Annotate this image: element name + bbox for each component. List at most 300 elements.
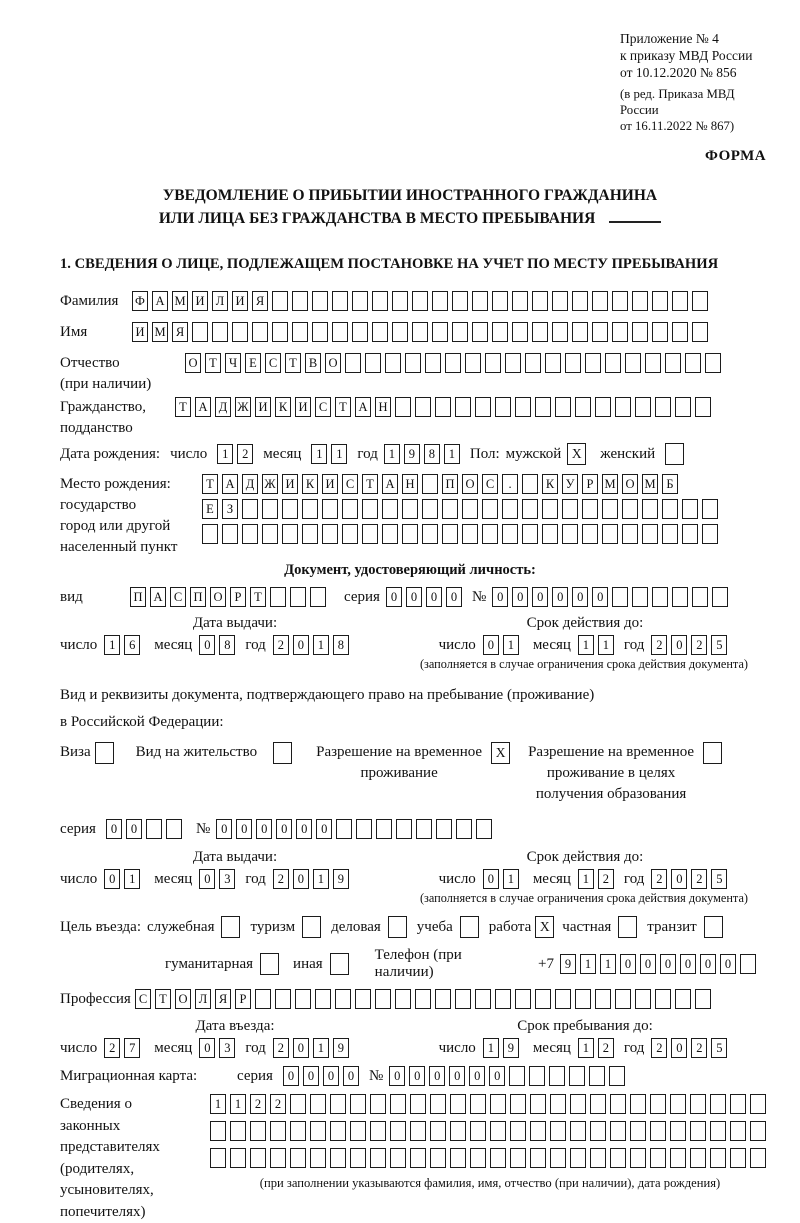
char-cell[interactable] bbox=[615, 397, 631, 417]
char-cell[interactable]: 0 bbox=[660, 954, 676, 974]
char-cell[interactable] bbox=[402, 524, 418, 544]
char-cell[interactable]: 5 bbox=[711, 1038, 727, 1058]
char-cell[interactable] bbox=[270, 1121, 286, 1141]
char-cell[interactable] bbox=[430, 1148, 446, 1168]
char-cell[interactable]: П bbox=[442, 474, 458, 494]
char-cell[interactable] bbox=[750, 1094, 766, 1114]
char-cell[interactable]: Т bbox=[155, 989, 171, 1009]
char-cell[interactable] bbox=[450, 1094, 466, 1114]
char-cell[interactable] bbox=[312, 291, 328, 311]
char-cell[interactable]: 9 bbox=[560, 954, 576, 974]
char-cell[interactable] bbox=[295, 989, 311, 1009]
char-cell[interactable]: 0 bbox=[426, 587, 442, 607]
char-cell[interactable]: 2 bbox=[691, 635, 707, 655]
char-cell[interactable]: Д bbox=[242, 474, 258, 494]
char-cell[interactable] bbox=[522, 499, 538, 519]
char-cell[interactable] bbox=[730, 1121, 746, 1141]
sex-female-checkbox[interactable] bbox=[665, 443, 684, 465]
char-cell[interactable]: 8 bbox=[424, 444, 440, 464]
char-cell[interactable] bbox=[395, 397, 411, 417]
char-cell[interactable]: 1 bbox=[578, 1038, 594, 1058]
char-cell[interactable] bbox=[650, 1094, 666, 1114]
char-cell[interactable]: Л bbox=[195, 989, 211, 1009]
char-cell[interactable]: 9 bbox=[333, 869, 349, 889]
char-cell[interactable]: 2 bbox=[691, 869, 707, 889]
char-cell[interactable] bbox=[385, 353, 401, 373]
char-cell[interactable] bbox=[565, 353, 581, 373]
char-cell[interactable]: 2 bbox=[598, 1038, 614, 1058]
char-cell[interactable] bbox=[535, 397, 551, 417]
char-cell[interactable] bbox=[652, 291, 668, 311]
char-cell[interactable] bbox=[740, 954, 756, 974]
char-cell[interactable] bbox=[475, 989, 491, 1009]
char-cell[interactable]: 0 bbox=[386, 587, 402, 607]
char-cell[interactable] bbox=[569, 1066, 585, 1086]
char-cell[interactable] bbox=[292, 322, 308, 342]
char-cell[interactable] bbox=[670, 1148, 686, 1168]
char-cell[interactable] bbox=[212, 322, 228, 342]
char-cell[interactable] bbox=[622, 499, 638, 519]
char-cell[interactable]: 0 bbox=[323, 1066, 339, 1086]
char-cell[interactable]: 0 bbox=[449, 1066, 465, 1086]
char-cell[interactable] bbox=[670, 1094, 686, 1114]
char-cell[interactable] bbox=[675, 397, 691, 417]
char-cell[interactable]: 1 bbox=[444, 444, 460, 464]
char-cell[interactable]: И bbox=[295, 397, 311, 417]
char-cell[interactable] bbox=[242, 499, 258, 519]
char-cell[interactable] bbox=[512, 291, 528, 311]
char-cell[interactable]: 1 bbox=[217, 444, 233, 464]
char-cell[interactable] bbox=[345, 353, 361, 373]
char-cell[interactable] bbox=[462, 524, 478, 544]
char-cell[interactable] bbox=[582, 524, 598, 544]
char-cell[interactable]: 0 bbox=[199, 869, 215, 889]
char-cell[interactable] bbox=[232, 322, 248, 342]
char-cell[interactable] bbox=[370, 1121, 386, 1141]
char-cell[interactable] bbox=[465, 353, 481, 373]
char-cell[interactable] bbox=[415, 397, 431, 417]
char-cell[interactable]: 0 bbox=[296, 819, 312, 839]
char-cell[interactable] bbox=[692, 322, 708, 342]
char-cell[interactable] bbox=[372, 322, 388, 342]
char-cell[interactable]: С bbox=[135, 989, 151, 1009]
char-cell[interactable] bbox=[452, 322, 468, 342]
char-cell[interactable] bbox=[290, 1094, 306, 1114]
char-cell[interactable]: 0 bbox=[552, 587, 568, 607]
char-cell[interactable] bbox=[610, 1121, 626, 1141]
char-cell[interactable]: 0 bbox=[446, 587, 462, 607]
char-cell[interactable] bbox=[482, 499, 498, 519]
char-cell[interactable] bbox=[472, 291, 488, 311]
char-cell[interactable]: Ж bbox=[235, 397, 251, 417]
char-cell[interactable] bbox=[432, 291, 448, 311]
char-cell[interactable] bbox=[590, 1148, 606, 1168]
char-cell[interactable]: 9 bbox=[404, 444, 420, 464]
char-cell[interactable] bbox=[622, 524, 638, 544]
char-cell[interactable]: А bbox=[150, 587, 166, 607]
purpose-official-checkbox[interactable] bbox=[221, 916, 240, 938]
char-cell[interactable]: 0 bbox=[512, 587, 528, 607]
char-cell[interactable] bbox=[410, 1094, 426, 1114]
char-cell[interactable] bbox=[242, 524, 258, 544]
char-cell[interactable] bbox=[166, 819, 182, 839]
char-cell[interactable]: 0 bbox=[276, 819, 292, 839]
char-cell[interactable] bbox=[672, 322, 688, 342]
char-cell[interactable]: Я bbox=[252, 291, 268, 311]
char-cell[interactable] bbox=[549, 1066, 565, 1086]
char-cell[interactable] bbox=[402, 499, 418, 519]
char-cell[interactable]: Р bbox=[230, 587, 246, 607]
char-cell[interactable] bbox=[250, 1148, 266, 1168]
char-cell[interactable]: 2 bbox=[691, 1038, 707, 1058]
char-cell[interactable] bbox=[350, 1148, 366, 1168]
char-cell[interactable] bbox=[290, 587, 306, 607]
char-cell[interactable] bbox=[612, 291, 628, 311]
char-cell[interactable] bbox=[475, 397, 491, 417]
char-cell[interactable] bbox=[642, 499, 658, 519]
purpose-study-checkbox[interactable] bbox=[460, 916, 479, 938]
char-cell[interactable] bbox=[710, 1121, 726, 1141]
char-cell[interactable]: И bbox=[192, 291, 208, 311]
char-cell[interactable]: Т bbox=[202, 474, 218, 494]
char-cell[interactable] bbox=[662, 499, 678, 519]
char-cell[interactable]: 2 bbox=[237, 444, 253, 464]
char-cell[interactable] bbox=[146, 819, 162, 839]
char-cell[interactable] bbox=[575, 397, 591, 417]
char-cell[interactable]: 2 bbox=[651, 1038, 667, 1058]
char-cell[interactable] bbox=[210, 1121, 226, 1141]
char-cell[interactable] bbox=[485, 353, 501, 373]
char-cell[interactable] bbox=[542, 524, 558, 544]
char-cell[interactable] bbox=[482, 524, 498, 544]
char-cell[interactable]: 3 bbox=[219, 869, 235, 889]
char-cell[interactable]: А bbox=[355, 397, 371, 417]
char-cell[interactable] bbox=[290, 1148, 306, 1168]
char-cell[interactable] bbox=[610, 1148, 626, 1168]
char-cell[interactable] bbox=[302, 524, 318, 544]
char-cell[interactable] bbox=[632, 322, 648, 342]
char-cell[interactable]: 1 bbox=[503, 869, 519, 889]
char-cell[interactable]: Ч bbox=[225, 353, 241, 373]
char-cell[interactable]: 1 bbox=[598, 635, 614, 655]
char-cell[interactable] bbox=[310, 1121, 326, 1141]
char-cell[interactable]: 3 bbox=[219, 1038, 235, 1058]
char-cell[interactable] bbox=[410, 1121, 426, 1141]
char-cell[interactable] bbox=[455, 989, 471, 1009]
char-cell[interactable] bbox=[665, 353, 681, 373]
char-cell[interactable] bbox=[332, 291, 348, 311]
char-cell[interactable] bbox=[436, 819, 452, 839]
char-cell[interactable] bbox=[750, 1148, 766, 1168]
char-cell[interactable] bbox=[632, 587, 648, 607]
char-cell[interactable]: 0 bbox=[620, 954, 636, 974]
char-cell[interactable]: Р bbox=[582, 474, 598, 494]
char-cell[interactable] bbox=[590, 1094, 606, 1114]
char-cell[interactable] bbox=[505, 353, 521, 373]
char-cell[interactable] bbox=[390, 1094, 406, 1114]
char-cell[interactable] bbox=[615, 989, 631, 1009]
char-cell[interactable] bbox=[405, 353, 421, 373]
char-cell[interactable]: 9 bbox=[503, 1038, 519, 1058]
char-cell[interactable] bbox=[335, 989, 351, 1009]
residence-permit-checkbox[interactable] bbox=[273, 742, 292, 764]
char-cell[interactable] bbox=[705, 353, 721, 373]
char-cell[interactable]: 5 bbox=[711, 869, 727, 889]
char-cell[interactable] bbox=[630, 1148, 646, 1168]
char-cell[interactable]: 8 bbox=[219, 635, 235, 655]
char-cell[interactable]: М bbox=[642, 474, 658, 494]
char-cell[interactable]: 0 bbox=[483, 869, 499, 889]
char-cell[interactable] bbox=[336, 819, 352, 839]
char-cell[interactable] bbox=[592, 322, 608, 342]
char-cell[interactable] bbox=[522, 474, 538, 494]
char-cell[interactable]: В bbox=[305, 353, 321, 373]
char-cell[interactable]: А bbox=[382, 474, 398, 494]
char-cell[interactable] bbox=[582, 499, 598, 519]
char-cell[interactable] bbox=[652, 587, 668, 607]
char-cell[interactable] bbox=[532, 322, 548, 342]
char-cell[interactable] bbox=[555, 989, 571, 1009]
char-cell[interactable] bbox=[652, 322, 668, 342]
char-cell[interactable]: М bbox=[172, 291, 188, 311]
char-cell[interactable] bbox=[262, 524, 278, 544]
char-cell[interactable] bbox=[672, 291, 688, 311]
char-cell[interactable] bbox=[690, 1121, 706, 1141]
char-cell[interactable]: 0 bbox=[293, 1038, 309, 1058]
char-cell[interactable]: 7 bbox=[124, 1038, 140, 1058]
char-cell[interactable]: 0 bbox=[409, 1066, 425, 1086]
char-cell[interactable] bbox=[272, 322, 288, 342]
char-cell[interactable] bbox=[495, 989, 511, 1009]
char-cell[interactable] bbox=[352, 291, 368, 311]
char-cell[interactable]: Ф bbox=[132, 291, 148, 311]
char-cell[interactable] bbox=[262, 499, 278, 519]
char-cell[interactable]: 1 bbox=[580, 954, 596, 974]
char-cell[interactable]: 1 bbox=[313, 1038, 329, 1058]
char-cell[interactable]: 0 bbox=[700, 954, 716, 974]
char-cell[interactable] bbox=[442, 524, 458, 544]
char-cell[interactable]: К bbox=[542, 474, 558, 494]
char-cell[interactable] bbox=[550, 1121, 566, 1141]
char-cell[interactable]: М bbox=[602, 474, 618, 494]
char-cell[interactable] bbox=[610, 1094, 626, 1114]
char-cell[interactable] bbox=[682, 499, 698, 519]
char-cell[interactable] bbox=[370, 1094, 386, 1114]
char-cell[interactable] bbox=[612, 322, 628, 342]
char-cell[interactable] bbox=[635, 397, 651, 417]
char-cell[interactable]: 8 bbox=[333, 635, 349, 655]
char-cell[interactable]: 0 bbox=[406, 587, 422, 607]
char-cell[interactable] bbox=[595, 397, 611, 417]
char-cell[interactable]: 0 bbox=[483, 635, 499, 655]
char-cell[interactable] bbox=[356, 819, 372, 839]
char-cell[interactable] bbox=[572, 291, 588, 311]
char-cell[interactable]: 0 bbox=[389, 1066, 405, 1086]
char-cell[interactable]: 0 bbox=[680, 954, 696, 974]
char-cell[interactable] bbox=[670, 1121, 686, 1141]
char-cell[interactable]: И bbox=[132, 322, 148, 342]
char-cell[interactable] bbox=[570, 1148, 586, 1168]
char-cell[interactable]: 0 bbox=[671, 869, 687, 889]
char-cell[interactable]: 1 bbox=[313, 635, 329, 655]
char-cell[interactable] bbox=[450, 1121, 466, 1141]
char-cell[interactable] bbox=[250, 1121, 266, 1141]
char-cell[interactable]: Т bbox=[175, 397, 191, 417]
char-cell[interactable] bbox=[509, 1066, 525, 1086]
char-cell[interactable] bbox=[490, 1148, 506, 1168]
char-cell[interactable]: Ж bbox=[262, 474, 278, 494]
char-cell[interactable] bbox=[630, 1094, 646, 1114]
char-cell[interactable] bbox=[310, 1094, 326, 1114]
char-cell[interactable]: 1 bbox=[384, 444, 400, 464]
char-cell[interactable] bbox=[642, 524, 658, 544]
char-cell[interactable]: 1 bbox=[104, 635, 120, 655]
char-cell[interactable]: 2 bbox=[273, 869, 289, 889]
char-cell[interactable] bbox=[430, 1094, 446, 1114]
char-cell[interactable] bbox=[550, 1094, 566, 1114]
char-cell[interactable]: Я bbox=[215, 989, 231, 1009]
char-cell[interactable]: Т bbox=[250, 587, 266, 607]
char-cell[interactable] bbox=[450, 1148, 466, 1168]
char-cell[interactable] bbox=[550, 1148, 566, 1168]
char-cell[interactable]: И bbox=[232, 291, 248, 311]
char-cell[interactable] bbox=[625, 353, 641, 373]
char-cell[interactable]: 2 bbox=[651, 869, 667, 889]
char-cell[interactable]: С bbox=[482, 474, 498, 494]
char-cell[interactable] bbox=[230, 1148, 246, 1168]
char-cell[interactable] bbox=[282, 524, 298, 544]
char-cell[interactable]: 0 bbox=[489, 1066, 505, 1086]
char-cell[interactable] bbox=[290, 1121, 306, 1141]
char-cell[interactable]: 0 bbox=[640, 954, 656, 974]
char-cell[interactable] bbox=[302, 499, 318, 519]
char-cell[interactable] bbox=[382, 499, 398, 519]
char-cell[interactable]: 0 bbox=[199, 1038, 215, 1058]
char-cell[interactable] bbox=[632, 291, 648, 311]
char-cell[interactable]: О bbox=[622, 474, 638, 494]
char-cell[interactable]: 0 bbox=[671, 1038, 687, 1058]
char-cell[interactable] bbox=[342, 499, 358, 519]
char-cell[interactable]: У bbox=[562, 474, 578, 494]
char-cell[interactable]: 0 bbox=[572, 587, 588, 607]
char-cell[interactable] bbox=[365, 353, 381, 373]
char-cell[interactable] bbox=[555, 397, 571, 417]
char-cell[interactable] bbox=[375, 989, 391, 1009]
char-cell[interactable] bbox=[330, 1148, 346, 1168]
char-cell[interactable] bbox=[392, 291, 408, 311]
char-cell[interactable]: Т bbox=[205, 353, 221, 373]
char-cell[interactable] bbox=[529, 1066, 545, 1086]
char-cell[interactable]: 1 bbox=[483, 1038, 499, 1058]
char-cell[interactable]: . bbox=[502, 474, 518, 494]
char-cell[interactable]: Д bbox=[215, 397, 231, 417]
char-cell[interactable] bbox=[192, 322, 208, 342]
char-cell[interactable]: Р bbox=[235, 989, 251, 1009]
char-cell[interactable] bbox=[322, 524, 338, 544]
char-cell[interactable] bbox=[590, 1121, 606, 1141]
char-cell[interactable] bbox=[330, 1121, 346, 1141]
char-cell[interactable] bbox=[570, 1094, 586, 1114]
char-cell[interactable] bbox=[502, 499, 518, 519]
char-cell[interactable] bbox=[350, 1094, 366, 1114]
char-cell[interactable] bbox=[532, 291, 548, 311]
char-cell[interactable] bbox=[602, 499, 618, 519]
char-cell[interactable]: 0 bbox=[256, 819, 272, 839]
char-cell[interactable] bbox=[545, 353, 561, 373]
char-cell[interactable] bbox=[672, 587, 688, 607]
char-cell[interactable] bbox=[612, 587, 628, 607]
char-cell[interactable] bbox=[350, 1121, 366, 1141]
char-cell[interactable] bbox=[695, 397, 711, 417]
char-cell[interactable] bbox=[510, 1094, 526, 1114]
char-cell[interactable] bbox=[645, 353, 661, 373]
char-cell[interactable] bbox=[330, 1094, 346, 1114]
char-cell[interactable] bbox=[552, 322, 568, 342]
char-cell[interactable]: 0 bbox=[236, 819, 252, 839]
purpose-humanitarian-checkbox[interactable] bbox=[260, 953, 279, 975]
char-cell[interactable] bbox=[605, 353, 621, 373]
char-cell[interactable] bbox=[635, 989, 651, 1009]
char-cell[interactable] bbox=[592, 291, 608, 311]
char-cell[interactable] bbox=[355, 989, 371, 1009]
char-cell[interactable]: 0 bbox=[126, 819, 142, 839]
char-cell[interactable]: П bbox=[130, 587, 146, 607]
char-cell[interactable] bbox=[455, 397, 471, 417]
temp-residence-checkbox[interactable]: X bbox=[491, 742, 510, 764]
char-cell[interactable] bbox=[692, 291, 708, 311]
char-cell[interactable] bbox=[525, 353, 541, 373]
visa-checkbox[interactable] bbox=[95, 742, 114, 764]
char-cell[interactable]: 2 bbox=[651, 635, 667, 655]
char-cell[interactable]: О bbox=[325, 353, 341, 373]
char-cell[interactable]: Е bbox=[202, 499, 218, 519]
char-cell[interactable] bbox=[682, 524, 698, 544]
char-cell[interactable] bbox=[372, 291, 388, 311]
char-cell[interactable]: Н bbox=[375, 397, 391, 417]
char-cell[interactable] bbox=[515, 397, 531, 417]
purpose-transit-checkbox[interactable] bbox=[704, 916, 723, 938]
char-cell[interactable] bbox=[562, 524, 578, 544]
char-cell[interactable]: Н bbox=[402, 474, 418, 494]
char-cell[interactable] bbox=[342, 524, 358, 544]
char-cell[interactable] bbox=[490, 1094, 506, 1114]
char-cell[interactable] bbox=[435, 989, 451, 1009]
char-cell[interactable]: Я bbox=[172, 322, 188, 342]
purpose-work-checkbox[interactable]: X bbox=[535, 916, 554, 938]
char-cell[interactable] bbox=[695, 989, 711, 1009]
char-cell[interactable] bbox=[589, 1066, 605, 1086]
char-cell[interactable]: 1 bbox=[600, 954, 616, 974]
char-cell[interactable]: К bbox=[275, 397, 291, 417]
char-cell[interactable]: 0 bbox=[216, 819, 232, 839]
char-cell[interactable] bbox=[470, 1148, 486, 1168]
char-cell[interactable] bbox=[430, 1121, 446, 1141]
char-cell[interactable]: 0 bbox=[303, 1066, 319, 1086]
char-cell[interactable] bbox=[655, 397, 671, 417]
char-cell[interactable] bbox=[730, 1148, 746, 1168]
char-cell[interactable] bbox=[495, 397, 511, 417]
char-cell[interactable] bbox=[575, 989, 591, 1009]
char-cell[interactable]: 2 bbox=[273, 635, 289, 655]
char-cell[interactable]: С bbox=[342, 474, 358, 494]
char-cell[interactable] bbox=[416, 819, 432, 839]
char-cell[interactable] bbox=[310, 587, 326, 607]
char-cell[interactable] bbox=[390, 1121, 406, 1141]
char-cell[interactable] bbox=[662, 524, 678, 544]
char-cell[interactable] bbox=[222, 524, 238, 544]
char-cell[interactable] bbox=[255, 989, 271, 1009]
char-cell[interactable]: 0 bbox=[293, 869, 309, 889]
